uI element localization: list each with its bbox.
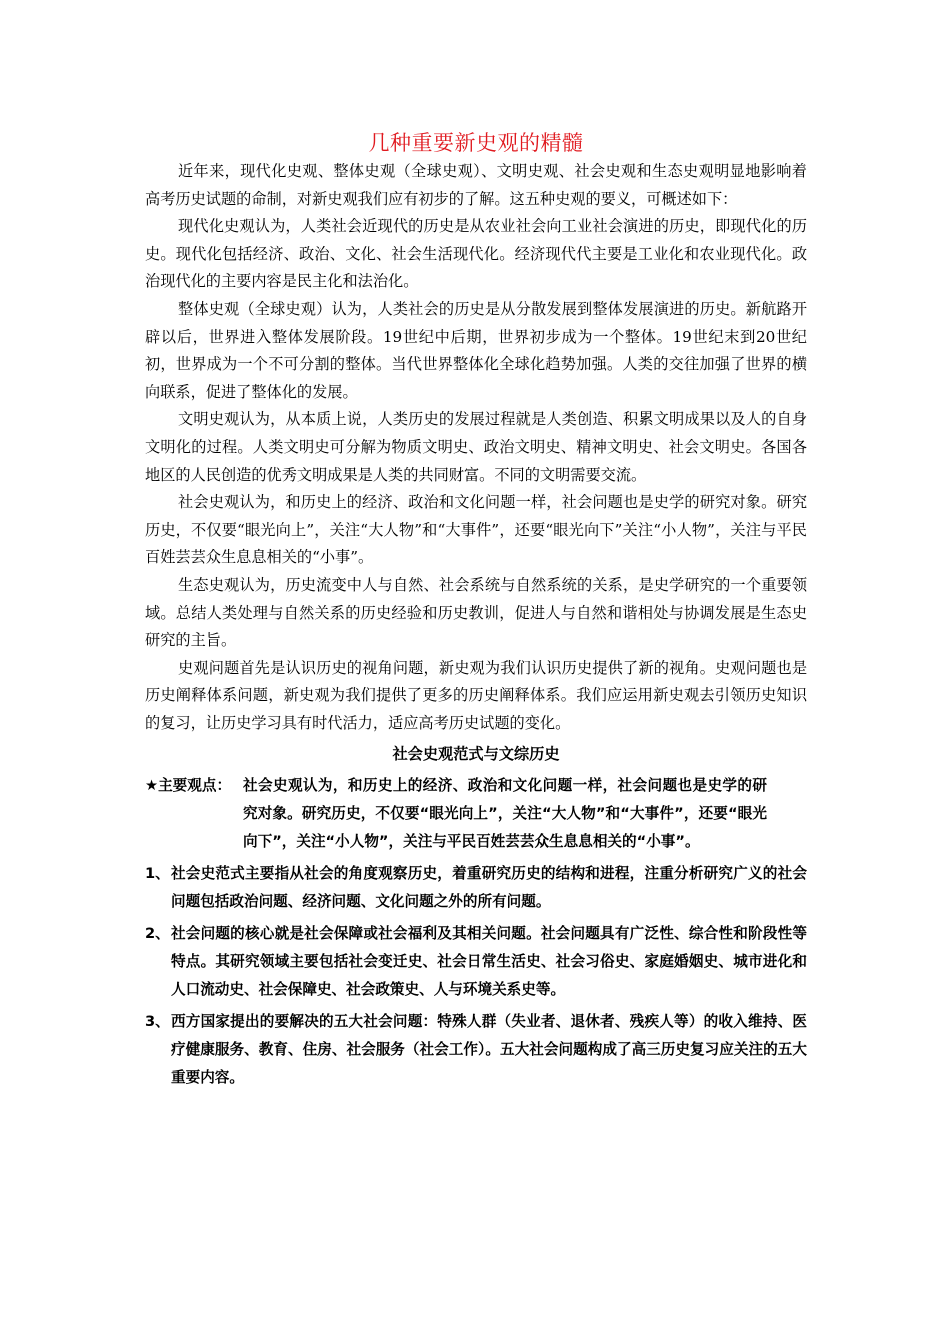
main-point-label: ★主要观点： [145, 777, 232, 795]
conclusion-paragraph: 史观问题首先是认识历史的视角问题，新史观为我们认识历史提供了新的视角。史观问题也是历史阐释体系问题，新史观为我们提供了更多的历史阐释体系。我们应运用新史观去引领历史知识的复习，让历史学习具有时代活力，适应高考历史试题的变化。 [145, 658, 807, 732]
list-item-number: 1、 [145, 865, 170, 883]
list-item-text: 西方国家提出的要解决的五大社会问题：特殊人群（失业者、退休者、残疾人等）的收入维持、医疗健康服务、教育、住房、社会服务（社会工作）。五大社会问题构成了高三历史复习应关注的五大重要内容。 [171, 1013, 807, 1087]
civilization-paragraph: 文明史观认为，从本质上说，人类历史的发展过程就是人类创造、积累文明成果以及人的自身文明化的过程。人类文明史可分解为物质文明史、政治文明史、精神文明史、社会文明史。各国各地区的人民创造的优秀文明成果是人类的共同财富。不同的文明需要交流。 [145, 410, 807, 484]
intro-paragraph: 近年来，现代化史观、整体史观（全球史观）、文明史观、社会史观和生态史观明显地影响着高考历史试题的命制，对新史观我们应有初步的了解。这五种史观的要义，可概述如下： [145, 162, 807, 208]
list-item-text: 社会史范式主要指从社会的角度观察历史，着重研究历史的结构和进程，注重分析研究广义的社会问题包括政治问题、经济问题、文化问题之外的所有问题。 [171, 865, 807, 911]
section-subtitle: 社会史观范式与文综历史 [392, 745, 560, 764]
holistic-paragraph: 整体史观（全球史观）认为，人类社会的历史是从分散发展到整体发展演进的历史。新航路开辟以后，世界进入整体发展阶段。19世纪中后期，世界初步成为一个整体。19世纪末到20世纪初，世界成为一个不可分割的整体。当代世界整体化全球化趋势加强。人类的交往加强了世界的横向联系，促进了整体化的发展。 [145, 299, 807, 401]
modernization-paragraph: 现代化史观认为，人类社会近现代的历史是从农业社会向工业社会演进的历史，即现代化的历史。现代化包括经济、政治、文化、社会生活现代化。经济现代代主要是工业化和农业现代化。政治现代化的主要内容是民主化和法治化。 [145, 217, 807, 291]
list-item [145, 920, 807, 1004]
list-item-number: 2、 [145, 925, 170, 943]
main-point-text: 社会史观认为，和历史上的经济、政治和文化问题一样，社会问题也是史学的研究对象。研究历史，不仅要“眼光向上”，关注“大人物”和“大事件”，还要“眼光向下”，关注“小人物”，关注与平民百姓芸芸众生息息相关的“小事”。 [243, 777, 767, 851]
ecology-paragraph: 生态史观认为，历史流变中人与自然、社会系统与自然系统的关系，是史学研究的一个重要领域。总结人类处理与自然关系的历史经验和历史教训，促进人与自然和谐相处与协调发展是生态史研究的主旨。 [145, 575, 807, 650]
document-title: 几种重要新史观的精髓 [368, 131, 584, 155]
list-item-text: 社会问题的核心就是社会保障或社会福利及其相关问题。社会问题具有广泛性、综合性和阶段性等特点。其研究领域主要包括社会变迁史、社会日常生活史、社会习俗史、家庭婚姻史、城市进化和人口流动史、社会保障史、社会政策史、人与环境关系史等。 [171, 925, 807, 999]
list-item [145, 860, 807, 916]
document-page [145, 128, 807, 1092]
list-item-number: 3、 [145, 1013, 170, 1031]
list-item [145, 1008, 807, 1092]
section-body [145, 772, 807, 1092]
main-point [145, 772, 807, 856]
social-paragraph: 社会史观认为，和历史上的经济、政治和文化问题一样，社会问题也是史学的研究对象。研究历史，不仅要“眼光向上”，关注“大人物”和“大事件”，还要“眼光向下”关注“小人物”，关注与平民百姓芸芸众生息息相关的“小事”。 [145, 493, 807, 567]
